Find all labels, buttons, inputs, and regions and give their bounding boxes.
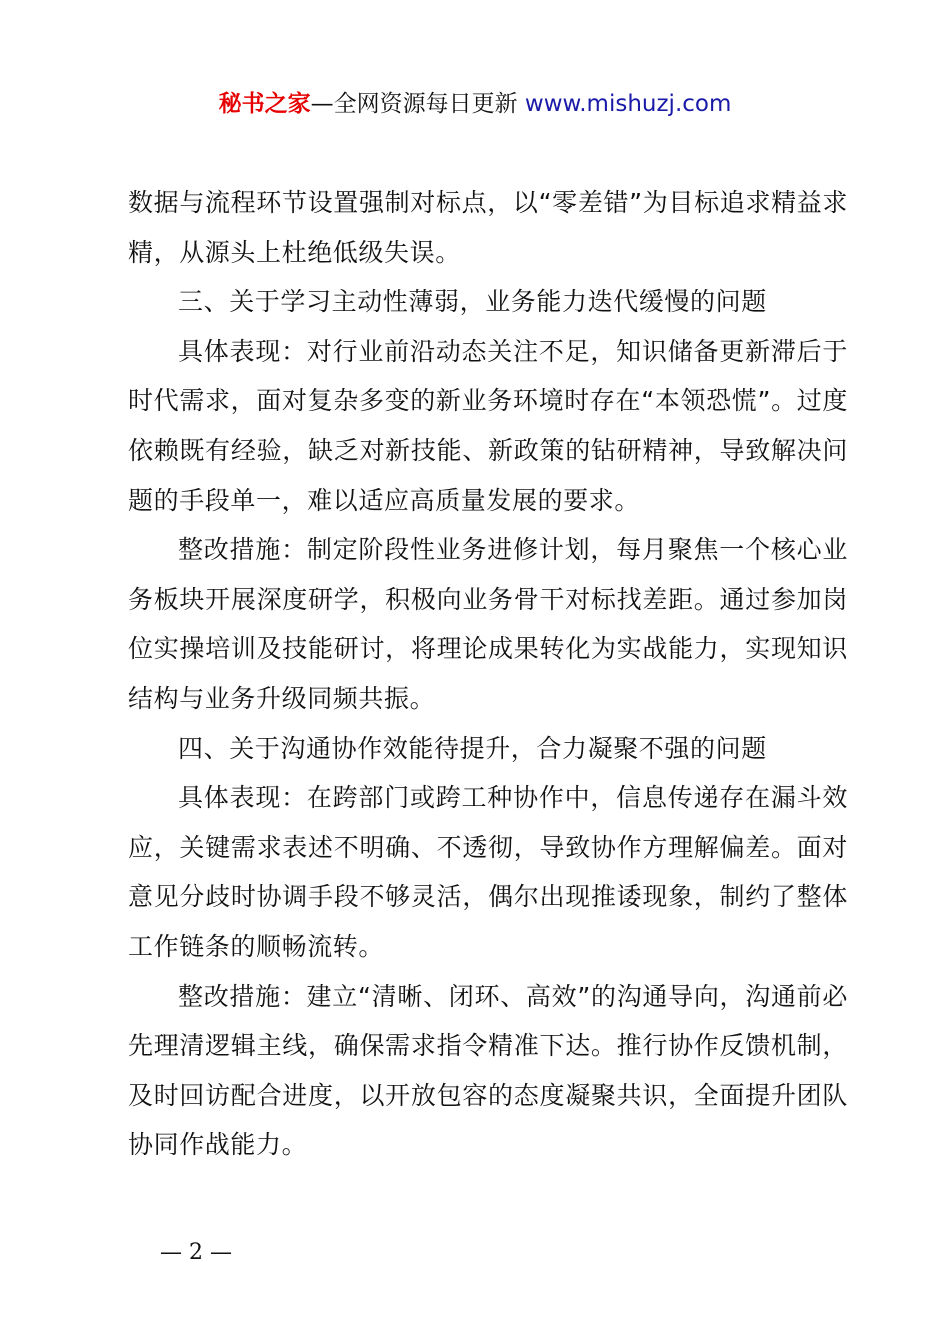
section-heading: 三、关于学习主动性薄弱，业务能力迭代缓慢的问题 (178, 287, 767, 317)
paragraph: 数据与流程环节设置强制对标点，以“零差错”为目标追求精益求精，从源头上杜绝低级失误。 (128, 188, 848, 267)
paragraph: 整改措施：建立“清晰、闭环、高效”的沟通导向，沟通前必先理清逻辑主线，确保需求指令精准下达。推行协作反馈机制，及时回访配合进度，以开放包容的态度凝聚共识，全面提升团队协同作战能力。 (128, 981, 848, 1160)
header-slogan: —全网资源每日更新 (310, 91, 518, 117)
paragraph: 具体表现：在跨部门或跨工种协作中，信息传递存在漏斗效应，关键需求表述不明确、不透彻，导致协作方理解偏差。面对意见分歧时协调手段不够灵活，偶尔出现推诿现象，制约了整体工作链条的顺畅流转。 (128, 783, 848, 961)
site-header (0, 86, 950, 122)
page-number: — 2 — (160, 1240, 232, 1265)
section-heading: 四、关于沟通协作效能待提升，合力凝聚不强的问题 (178, 733, 767, 763)
site-url-link[interactable]: www.mishuzj.com (524, 91, 732, 117)
document-body (128, 178, 848, 1170)
paragraph: 具体表现：对行业前沿动态关注不足，知识储备更新滞后于时代需求，面对复杂多变的新业务环境时存在“本领恐慌”。过度依赖既有经验，缺乏对新技能、新政策的钻研精神，导致解决问题的手段单一，难以适应高质量发展的要求。 (128, 336, 848, 515)
brand-name: 秘书之家 (218, 91, 311, 117)
paragraph: 整改措施：制定阶段性业务进修计划，每月聚焦一个核心业务板块开展深度研学，积极向业务骨干对标找差距。通过参加岗位实操培训及技能研讨，将理论成果转化为实战能力，实现知识结构与业务升级同频共振。 (128, 535, 848, 713)
